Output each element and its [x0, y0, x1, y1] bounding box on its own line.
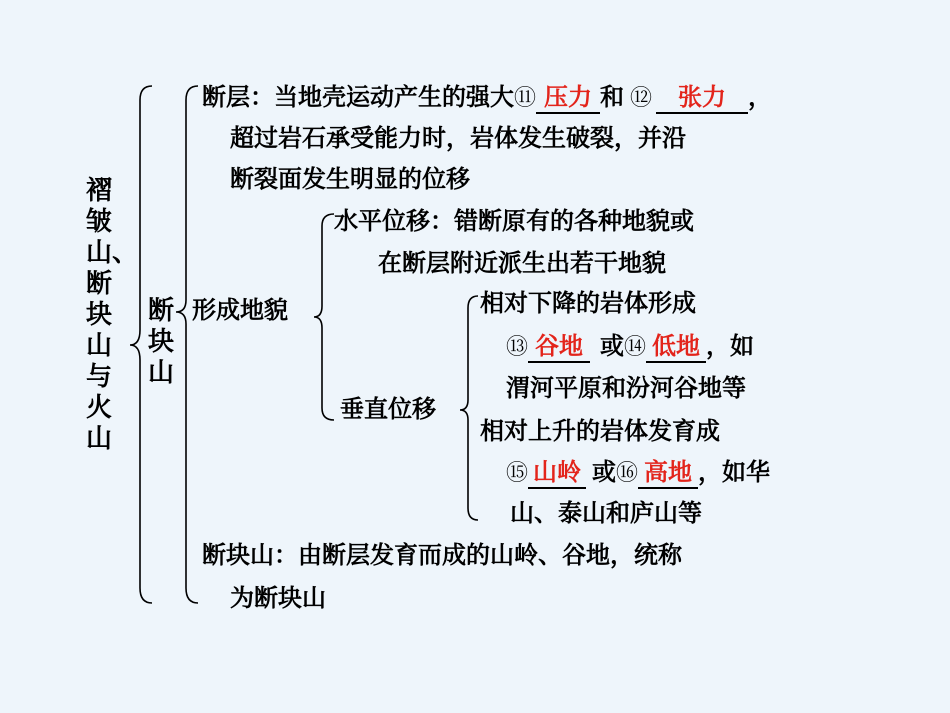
title-char: 山 [85, 331, 112, 361]
vertical-label: 垂直位移 [340, 395, 436, 423]
blank-number: ⑬ [506, 335, 529, 360]
block-brace [176, 86, 198, 603]
horizontal-line-1: 水平位移：错断原有的各种地貌或 [334, 207, 694, 235]
blank-number: ⑮ [506, 461, 529, 486]
down-line-2 [506, 331, 754, 363]
answer-text: 高地 [644, 458, 693, 486]
title-char: 褶 [85, 176, 112, 206]
title-char: 块 [85, 300, 112, 330]
up-line-1: 相对上升的岩体发育成 [480, 417, 720, 445]
up-line-3: 山、泰山和庐山等 [510, 499, 702, 527]
tail-text: ，如华 [698, 458, 771, 486]
answer-blank [638, 457, 698, 489]
answer-text: 山岭 [533, 458, 582, 486]
down-line-3: 渭河平原和汾河谷地等 [506, 374, 746, 402]
down-line-1: 相对下降的岩体形成 [480, 289, 696, 317]
title-char: 皱 [85, 207, 112, 237]
title-char: 与 [85, 362, 112, 392]
connector-text: 和 [600, 83, 625, 111]
subtitle-char: 断 [147, 296, 174, 326]
vertical-brace [460, 296, 478, 520]
blank-number: ⑯ [616, 461, 639, 486]
blockmt-line-1: 断块山：由断层发育而成的山岭、谷地，统称 [202, 541, 682, 569]
title-char: 山 [85, 424, 112, 454]
connector-text: 或 [600, 332, 625, 360]
answer-text: 低地 [652, 332, 701, 360]
horizontal-line-2: 在断层附近派生出若干地貌 [378, 249, 666, 277]
answer-blank [528, 457, 586, 489]
subtitle-char: 山 [147, 358, 174, 388]
answer-blank [536, 82, 600, 114]
landform-label: 形成地貌 [192, 296, 288, 324]
fault-text: 断层：当地壳运动产生的强大 [202, 83, 514, 111]
answer-blank [646, 331, 706, 363]
answer-blank [528, 331, 590, 363]
answer-text: 张力 [678, 83, 727, 111]
title-char: 山、 [86, 238, 139, 268]
subtitle-char: 块 [147, 327, 174, 357]
landform-brace [314, 214, 334, 420]
title-char: 火 [85, 393, 112, 423]
answer-text: 谷地 [535, 332, 584, 360]
fault-line-2: 超过岩石承受能力时，岩体发生破裂，并沿 [230, 124, 686, 152]
tail-text: ，如 [706, 332, 755, 360]
fault-line-1 [202, 82, 772, 114]
title-char: 断 [85, 269, 112, 299]
blank-number: ⑭ [624, 335, 647, 360]
fault-line-3: 断裂面发生明显的位移 [230, 165, 470, 193]
main-title-vertical [84, 176, 139, 455]
blank-number: ⑪ [514, 86, 537, 111]
blockmt-line-2: 为断块山 [230, 584, 326, 612]
answer-text: 压力 [544, 83, 593, 111]
answer-blank [656, 82, 748, 114]
punctuation: ， [748, 83, 773, 111]
connector-text: 或 [592, 458, 617, 486]
up-line-2 [506, 457, 770, 489]
sub-title-vertical [146, 296, 176, 389]
blank-number: ⑫ [630, 86, 653, 111]
